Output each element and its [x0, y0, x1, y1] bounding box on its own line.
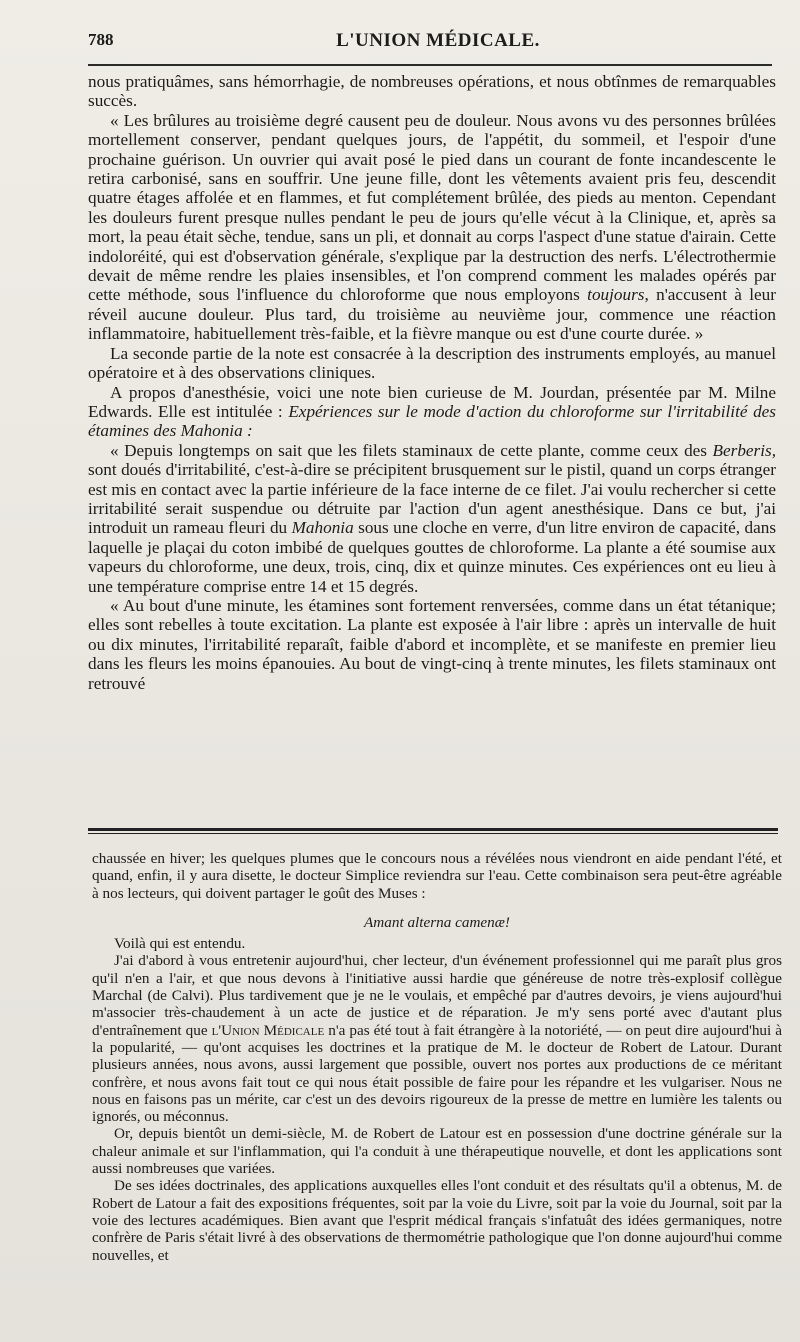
feuilleton-divider — [88, 828, 778, 834]
article-paragraph: « Les brûlures au troisième degré causent peu de douleur. Nous avons vu des personnes brûlées mortellement conserver, pendant quelques jours, de l'appétit, du sommeil, et l'espoir d'une prochaine guérison. Un ouvrier qui avait posé le pied dans un courant de fonte incandescente le retira carbonisé, sans en souffrir. Une jeune fille, dont les vêtements avaient pris feu, descendit quatre étages affolée et en flammes, et fut complétement brûlée, des pieds au menton. Cependant les douleurs furent presque nulles pendant le peu de jours qu'elle vécut à la Clinique, et, après sa mort, la peau était sèche, tendue, sans un pli, et donnait au corps l'aspect d'une statue d'airain. Cette indoloréité, qui est d'observation générale, s'explique par la destruction des nerfs. L'électrothermie devait de même rendre les plaies insensibles, et l'on comprend comment les malades opérés par cette méthode, sous l'influence du chloroforme que nous employons toujours, n'accusent à leur réveil aucune douleur. Plus tard, du troisième au neuvième jour, commence une réaction inflammatoire, habituellement très-faible, et la fièvre manque ou est d'une courte durée. » — [88, 110, 776, 344]
feuilleton-section — [92, 850, 782, 1264]
emphasis: Berberis, — [712, 440, 776, 460]
feuilleton-paragraph: J'ai d'abord à vous entretenir aujourd'hui, cher lecteur, d'un événement professionnel qui me paraît plus gros qu'il n'en a l'air, et que nous devons à l'initiative aussi hardie que généreuse de notre très-explosif collègue Marchal (de Calvi). Plus tardivement que je ne le voulais, et empêché par d'autres devoirs, je viens aujourd'hui m'associer très-chaudement à un acte de justice et de réparation. Je m'y sens porté avec d'autant plus d'entraînement que l'Union Médicale n'a pas été tout à fait étrangère à la notoriété, — on peut dire aujourd'hui à la popularité, — qu'ont acquises les doctrines et la pratique de M. le docteur de Robert de Latour. Durant plusieurs années, nous avons, aussi largement que possible, ouvert nos portes aux productions de ce méritant confrère, et nous avons fait tout ce qui nous était possible de faire pour les répandre et les vulgariser. Nous ne nous en faisons pas un mérite, car c'est un des devoirs rigoureux de la presse de mettre en lumière les talents ou ignorés, ou méconnus. — [92, 952, 783, 1126]
article-paragraph: La seconde partie de la note est consacrée à la description des instruments employés, au manuel opératoire et à des observations cliniques. — [88, 343, 776, 383]
article-paragraph: nous pratiquâmes, sans hémorrhagie, de nombreuses opérations, et nous obtînmes de remarquables succès. — [88, 72, 776, 111]
emphasis: toujours — [587, 285, 645, 305]
page-number: 788 — [88, 30, 114, 49]
main-article — [88, 72, 776, 693]
emphasis: Mahonia — [291, 518, 354, 538]
article-paragraph: « Depuis longtemps on sait que les filets staminaux de cette plante, comme ceux des Berberis, sont doués d'irritabilité, c'est-à-dire se précipitent brusquement sur le pistil, quand un corps étranger est mis en contact avec la partie inférieure de la face interne de ce filet. J'ai voulu rechercher si cette irritabilité serait suspendue ou détruite par l'action d'un agent anesthésique. Dans ce but, j'ai introduit un rameau fleuri du Mahonia sous une cloche en verre, d'un litre environ de capacité, dans laquelle je plaçai du coton imbibé de quelques gouttes de chloroforme. La plante a été soumise aux vapeurs du chloroforme, une deux, trois, cinq, dix et quinze minutes. Ces expériences ont eu lieu à une température comprise entre 14 et 15 degrés. — [88, 440, 777, 596]
page-header — [88, 30, 788, 58]
feuilleton-paragraph: Or, depuis bientôt un demi-siècle, M. de Robert de Latour est en possession d'une doctrine générale sur la chaleur animale et sur l'inflammation, qui l'a conduit à une thérapeutique nouvelle, et dont les applications sont aussi nombreuses que variées. — [92, 1125, 782, 1178]
article-paragraph: « Au bout d'une minute, les étamines sont fortement renversées, comme dans un état tétanique; elles sont rebelles à toute excitation. La plante est exposée à l'air libre : après un intervalle de huit ou dix minutes, l'irritabilité reparaît, faible d'abord et incomplète, et se manifeste en premier lieu dans les fleurs les moins épanouies. Au bout de vingt-cinq à trente minutes, les filets staminaux ont retrouvé — [88, 595, 776, 693]
note-title: Expériences sur le mode d'action du chloroforme sur l'irritabilité des étamines des Mahonia : — [88, 401, 776, 441]
journal-name: l'Union Médicale — [211, 1021, 325, 1039]
epigraph: Amant alterna camenæ! — [364, 913, 510, 931]
journal-title: L'UNION MÉDICALE. — [336, 30, 540, 51]
feuilleton-paragraph: Voilà qui est entendu. — [114, 935, 246, 953]
header-rule — [88, 64, 772, 66]
feuilleton-paragraph: chaussée en hiver; les quelques plumes que le concours nous a révélées nous viendront en aide pendant l'été, et quand, enfin, il y aura disette, le docteur Simplice reviendra sur l'eau. Cette combinaison sera peut-être agréable à nos lecteurs, qui doivent partager le goût des Muses : — [92, 850, 782, 902]
feuilleton-paragraph: De ses idées doctrinales, des applications auxquelles elles l'ont conduit et des résultats qu'il a obtenus, M. de Robert de Latour a fait des expositions fréquentes, soit par la voie du Livre, soit par la voie du Journal, soit par la voie des lectures académiques. Bien avant que l'esprit médical français s'infatuât des idées germaniques, notre confrère de Paris s'était livré à des observations de thermométrie pathologique que l'on donne aujourd'hui comme nouvelles, et — [92, 1177, 782, 1264]
article-paragraph: A propos d'anesthésie, voici une note bien curieuse de M. Jourdan, présentée par M. Milne Edwards. Elle est intitulée : Expériences sur le mode d'action du chloroforme sur l'irritabilité des étamines des Mahonia : — [88, 382, 776, 441]
